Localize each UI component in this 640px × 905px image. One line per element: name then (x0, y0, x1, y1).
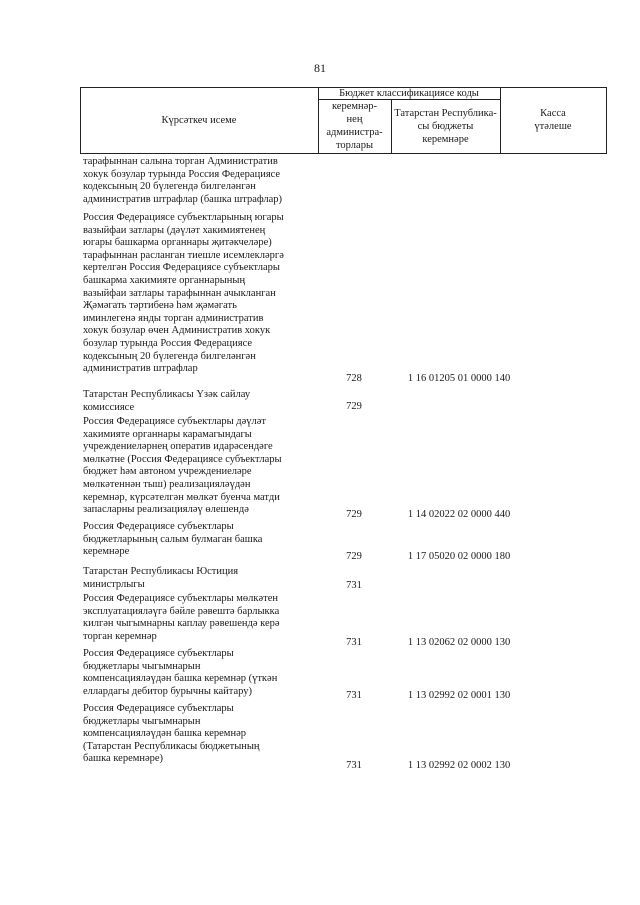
budget-code: 1 17 05020 02 0000 180 (407, 551, 511, 562)
table-row: тарафыннан салына торган Административ хокук бозулар турында Россия Федерациясе кодексының 20 бүлегендә билгеләнгән административ штрафлар (башка штрафлар) (83, 156, 283, 205)
admin-code: 729 (346, 509, 362, 520)
header-budget-classification: Бюджет классификациясе коды (339, 88, 479, 99)
table-row: Россия Федерациясе субъектлары мөлкәтен эксплуатацияләүгә бәйле рәвештә барлыкка килгән чыгымнарны каплау рәвешендә керә торган керемнәр (83, 593, 280, 642)
table-row: Татарстан Республикасы Үзәк сайлау комиссиясе (83, 389, 251, 413)
table-row: Татарстан Республикасы Юстиция министрлыгы (83, 566, 239, 590)
admin-code: 731 (346, 690, 362, 701)
table-row: Россия Федерациясе субъектлары бюджетларының салым булмаган башка керемнәре (83, 521, 263, 558)
budget-code: 1 13 02992 02 0001 130 (407, 690, 511, 701)
header-cash-execution: Касса үтәлеше (534, 108, 572, 132)
header-indicator-name: Күрсәткеч исеме (161, 115, 237, 126)
admin-code: 731 (346, 580, 362, 591)
admin-code: 728 (346, 373, 362, 384)
admin-code: 729 (346, 401, 362, 412)
budget-code: 1 14 02022 02 0000 440 (407, 509, 511, 520)
header-admin-revenues: керемнәр- нең администра- торлары (326, 101, 383, 151)
budget-code: 1 16 01205 01 0000 140 (407, 373, 511, 384)
header-tatarstan-budget-revenues: Татарстан Республика- сы бюджеты керемнәре (394, 108, 497, 145)
table-row: Россия Федерациясе субъектлары бюджетлары чыгымнарын компенсацияләүдән башка керемнәр (үткән еллардагы дебитор бурычны кайтару) (83, 648, 278, 697)
admin-code: 731 (346, 637, 362, 648)
budget-code: 1 13 02992 02 0002 130 (407, 760, 511, 771)
table-header (80, 87, 607, 154)
budget-code: 1 13 02062 02 0000 130 (407, 637, 511, 648)
page-number: 81 (314, 61, 326, 75)
admin-code: 731 (346, 760, 362, 771)
admin-code: 729 (346, 551, 362, 562)
table-row: Россия Федерациясе субъектларының югары вазыйфаи затлары (дәүләт хакимиятенең югары башкарма органнары җитәкчеләре) тарафыннан расланган тиешле исемлекләргә кертелгән Россия Федерациясе субъектлары башкарма хакимияте органнарының вазыйфаи затлары тарафыннан ачыкланган Җәмәгать тәртибенә һәм җәмәгать иминлегенә янды торган административ хокук бозулар өчен Административ хокук бозулар турында Россия Федерациясе кодексының 20 бүлегендә билгеләнгән административ штрафлар (83, 212, 284, 375)
table-row: Россия Федерациясе субъектлары бюджетлары чыгымнарын компенсацияләүдән башка керемнәр (Татарстан Республикасы бюджетының башка керемнәре) (83, 703, 260, 765)
table-row: Россия Федерациясе субъектлары дәүләт хакимияте органнары карамагындагы учреждениеләрнең оператив идарәсендәге мөлкәтне (Россия Федерациясе субъектлары бюджет һәм автоном учреждениеләре мөлкәтеннән тыш) реализацияләүдән керемнәр, күрсәтелгән мөлкәт буенча матди запасларны реализацияләү өлешендә (83, 416, 282, 516)
